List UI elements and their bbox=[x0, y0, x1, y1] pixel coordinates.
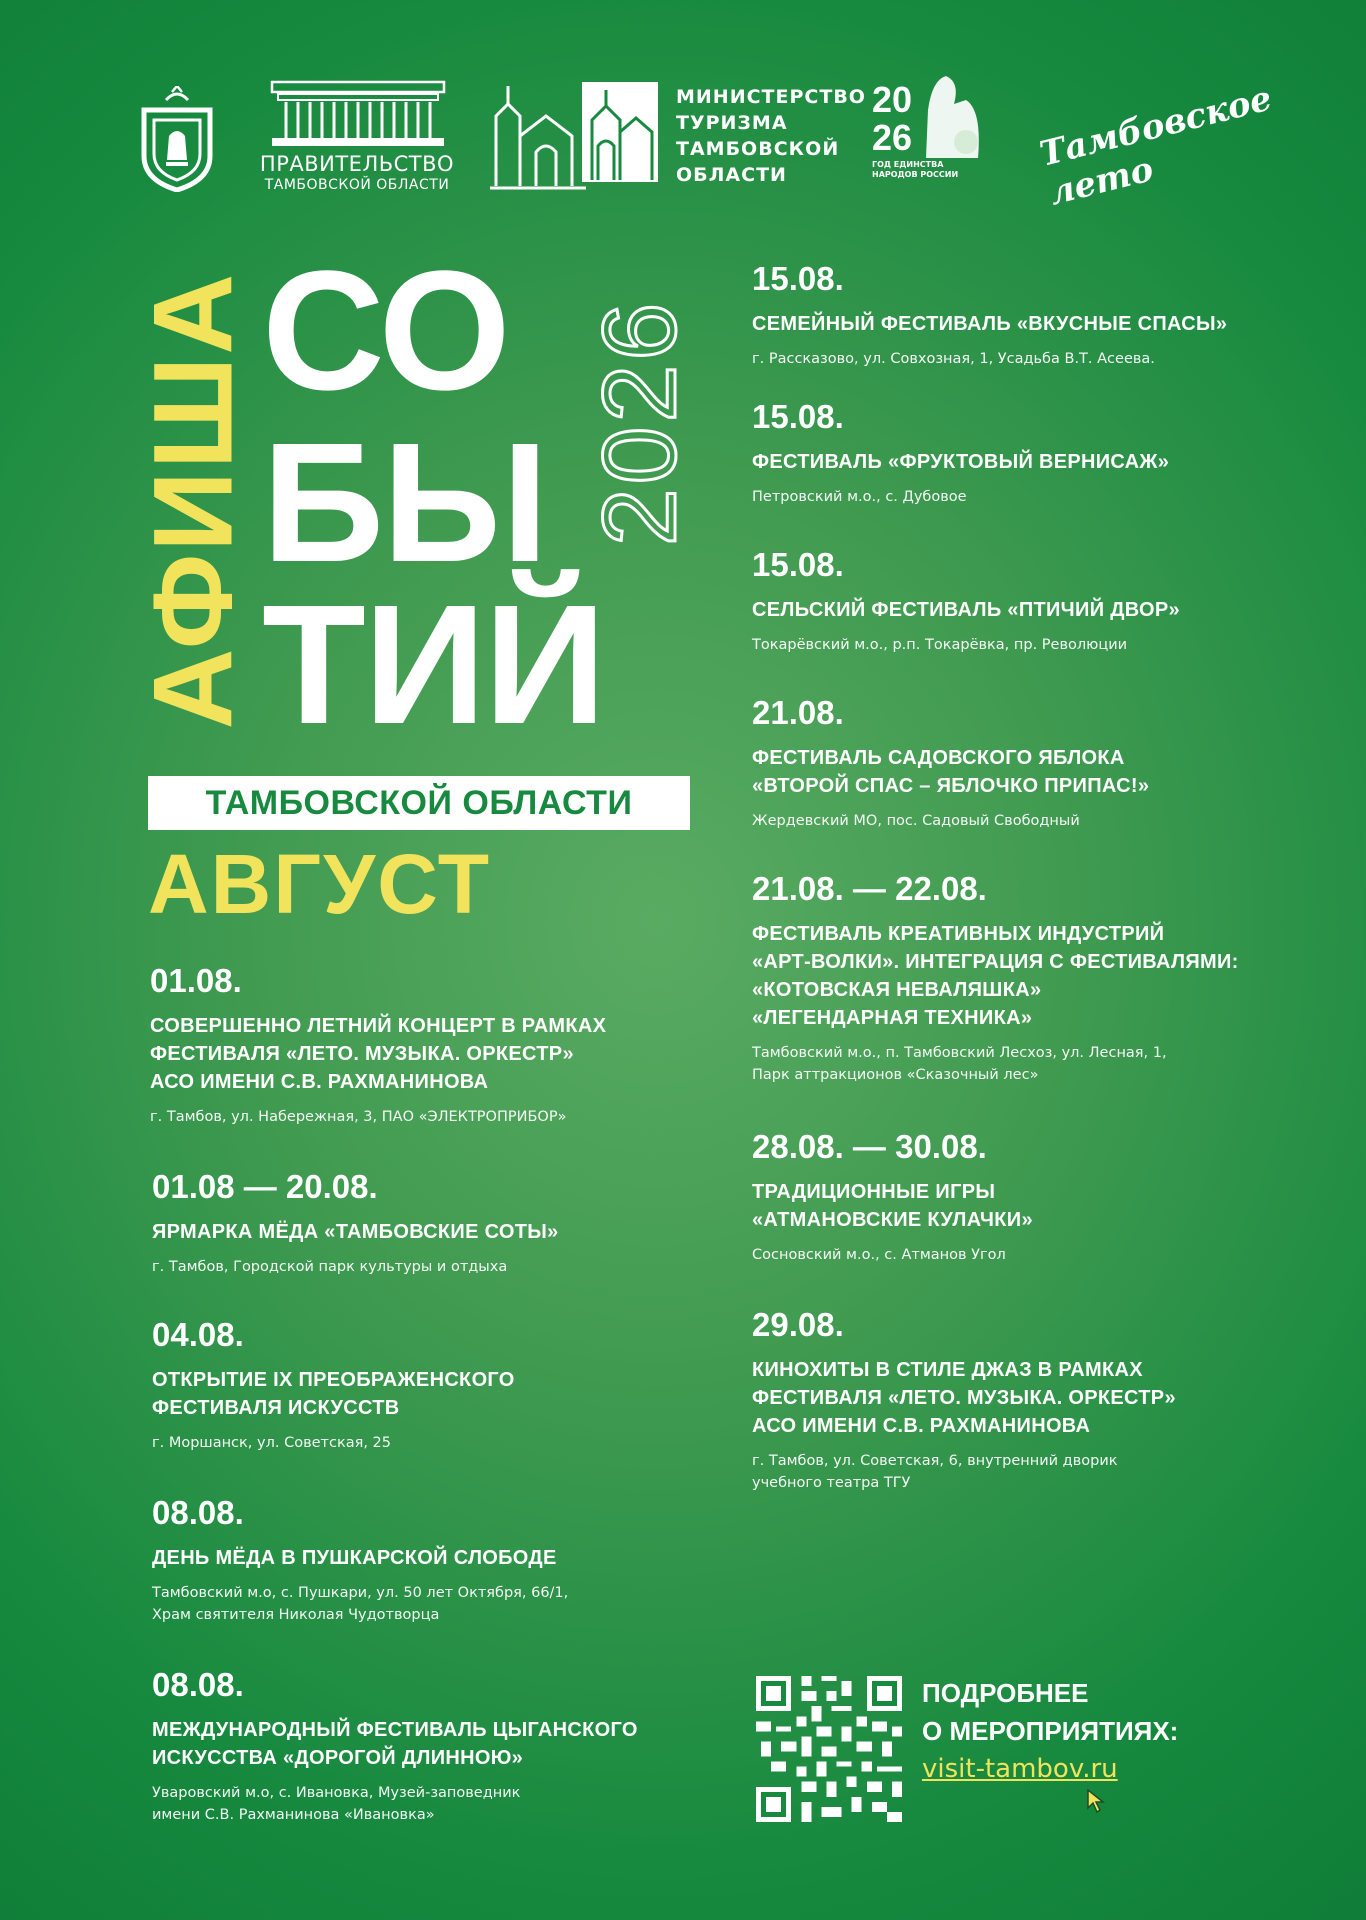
event-title: ФЕСТИВАЛЬ САДОВСКОГО ЯБЛОКА «ВТОРОЙ СПАС – ЯБЛОЧКО ПРИПАС!» bbox=[752, 747, 1150, 797]
ministry-title: МИНИСТЕРСТВО ТУРИЗМА ТАМБОВСКОЙ ОБЛАСТИ bbox=[676, 86, 866, 186]
event-date: 21.08. — 22.08. bbox=[752, 870, 987, 907]
event-date: 15.08. bbox=[752, 260, 844, 297]
year-unity-caption: ГОД ЕДИНСТВА НАРОДОВ РОССИИ bbox=[872, 160, 959, 179]
event-title: МЕЖДУНАРОДНЫЙ ФЕСТИВАЛЬ ЦЫГАНСКОГО ИСКУССТВА «ДОРОГОЙ ДЛИННОЮ» bbox=[152, 1719, 638, 1769]
ministry-building-icon bbox=[486, 76, 660, 194]
event-item bbox=[152, 1168, 792, 1278]
event-item bbox=[752, 546, 1366, 656]
event-title: СОВЕРШЕННО ЛЕТНИЙ КОНЦЕРТ В РАМКАХ ФЕСТИВАЛЯ «ЛЕТО. МУЗЫКА. ОРКЕСТР» АСО ИМЕНИ С.В. РАХМАНИНОВА bbox=[150, 1015, 607, 1093]
event-date: 08.08. bbox=[152, 1494, 244, 1531]
coat-of-arms-icon bbox=[136, 86, 218, 192]
svg-text:20: 20 bbox=[872, 79, 913, 120]
event-item bbox=[152, 1666, 792, 1826]
event-title: СЕМЕЙНЫЙ ФЕСТИВАЛЬ «ВКУСНЫЕ СПАСЫ» bbox=[752, 313, 1228, 335]
event-place: г. Тамбов, ул. Набережная, 3, ПАО «ЭЛЕКТРОПРИБОР» bbox=[150, 1109, 567, 1125]
afisha-vertical-title: АФИША bbox=[130, 271, 256, 729]
event-item bbox=[752, 260, 1366, 370]
event-place: г. Рассказово, ул. Совхозная, 1, Усадьба В.Т. Асеева. bbox=[752, 351, 1155, 367]
event-place: Токарёвский м.о., р.п. Токарёвка, пр. Революции bbox=[752, 637, 1128, 653]
event-date: 01.08 — 20.08. bbox=[152, 1168, 378, 1205]
event-title: ТРАДИЦИОННЫЕ ИГРЫ «АТМАНОВСКИЕ КУЛАЧКИ» bbox=[752, 1181, 1033, 1231]
event-title: ФЕСТИВАЛЬ КРЕАТИВНЫХ ИНДУСТРИЙ «АРТ-ВОЛКИ». ИНТЕГРАЦИЯ С ФЕСТИВАЛЯМИ: «КОТОВСКАЯ НЕВАЛЯШКА» «ЛЕГЕНДАРНАЯ ТЕХНИКА» bbox=[752, 923, 1239, 1029]
government-subtitle: ТАМБОВСКОЙ ОБЛАСТИ bbox=[264, 177, 450, 193]
region-banner: ТАМБОВСКОЙ ОБЛАСТИ bbox=[148, 776, 690, 830]
event-date: 15.08. bbox=[752, 398, 844, 435]
event-place: Тамбовский м.о., п. Тамбовский Лесхоз, ул. Лесная, 1, Парк аттракционов «Сказочный лес» bbox=[752, 1045, 1167, 1083]
event-date: 08.08. bbox=[152, 1666, 244, 1703]
event-title: СЕЛЬСКИЙ ФЕСТИВАЛЬ «ПТИЧИЙ ДВОР» bbox=[752, 599, 1180, 621]
event-title: ЯРМАРКА МЁДА «ТАМБОВСКИЕ СОТЫ» bbox=[152, 1221, 559, 1243]
event-date: 28.08. — 30.08. bbox=[752, 1128, 987, 1165]
event-place: Петровский м.о., с. Дубовое bbox=[752, 489, 967, 505]
event-title: ФЕСТИВАЛЬ «ФРУКТОВЫЙ ВЕРНИСАЖ» bbox=[752, 451, 1170, 473]
event-item bbox=[152, 1494, 792, 1626]
event-place: Уваровский м.о, с. Ивановка, Музей-заповедник имени С.В. Рахманинова «Ивановка» bbox=[152, 1785, 521, 1823]
title-word-3: ТИЙ bbox=[262, 570, 605, 760]
event-item bbox=[752, 1306, 1366, 1494]
more-info-text: ПОДРОБНЕЕ О МЕРОПРИЯТИЯХ: bbox=[922, 1678, 1179, 1746]
government-title: ПРАВИТЕЛЬСТВО bbox=[259, 152, 455, 176]
event-item bbox=[752, 1128, 1366, 1266]
event-date: 15.08. bbox=[752, 546, 844, 583]
svg-text:26: 26 bbox=[872, 117, 913, 158]
title-word-1: СО bbox=[262, 236, 509, 426]
event-place: Сосновский м.о., с. Атманов Угол bbox=[752, 1247, 1006, 1263]
event-place: Тамбовский м.о, с. Пушкари, ул. 50 лет Октября, 66/1, Храм святителя Николая Чудотворца bbox=[152, 1585, 569, 1623]
title-word-2: БЫ bbox=[262, 408, 547, 598]
event-place: г. Тамбов, Городской парк культуры и отдыха bbox=[152, 1259, 508, 1275]
month-title: АВГУСТ bbox=[148, 837, 492, 931]
event-place: Жердевский МО, пос. Садовый Свободный bbox=[752, 813, 1080, 829]
event-place: г. Тамбов, ул. Советская, 6, внутренний дворик учебного театра ТГУ bbox=[752, 1453, 1118, 1491]
event-date: 04.08. bbox=[152, 1316, 244, 1353]
event-place: г. Моршанск, ул. Советская, 25 bbox=[152, 1435, 391, 1451]
event-date: 21.08. bbox=[752, 694, 844, 731]
event-title: КИНОХИТЫ В СТИЛЕ ДЖАЗ В РАМКАХ ФЕСТИВАЛЯ «ЛЕТО. МУЗЫКА. ОРКЕСТР» АСО ИМЕНИ С.В. РАХМАНИНОВА bbox=[752, 1359, 1176, 1437]
government-building-icon bbox=[270, 80, 446, 148]
event-date: 29.08. bbox=[752, 1306, 844, 1343]
year-vertical: 2026 bbox=[582, 298, 699, 546]
event-item bbox=[150, 962, 790, 1128]
event-date: 01.08. bbox=[150, 962, 242, 999]
event-title: ДЕНЬ МЁДА В ПУШКАРСКОЙ СЛОБОДЕ bbox=[152, 1547, 557, 1569]
event-item bbox=[152, 1316, 792, 1454]
event-title: ОТКРЫТИЕ IX ПРЕОБРАЖЕНСКОГО ФЕСТИВАЛЯ ИСКУССТВ bbox=[152, 1369, 515, 1419]
government-logo bbox=[252, 80, 462, 192]
event-item bbox=[752, 398, 1366, 508]
event-item bbox=[752, 870, 1352, 1086]
qr-code-icon[interactable] bbox=[756, 1676, 902, 1822]
mouse-pointer-icon bbox=[1086, 1788, 1106, 1814]
website-link[interactable]: visit-tambov.ru bbox=[922, 1754, 1118, 1784]
event-item bbox=[752, 694, 1366, 832]
tambov-summer-logo: Тамбовское лето bbox=[1035, 78, 1276, 214]
